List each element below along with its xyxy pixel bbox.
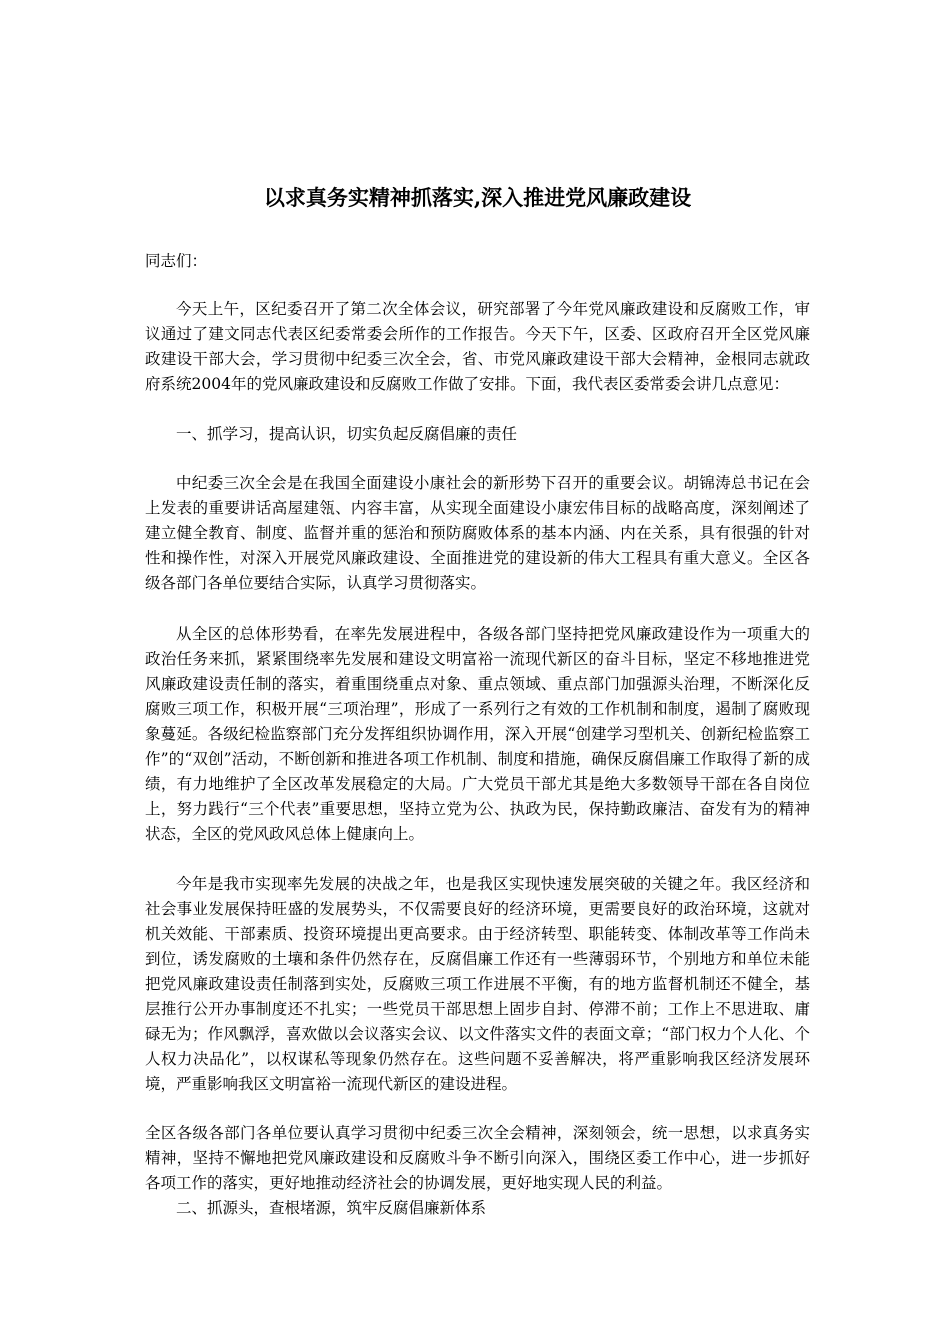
document-title: 以求真务实精神抓落实,深入推进党风廉政建设 xyxy=(263,185,692,210)
paragraph-requirements: 全区各级各部门各单位要认真学习贯彻中纪委三次全会精神，深刻领会，统一思想，以求真务实精神，坚持不懈地把党风廉政建设和反腐败斗争不断引向深入，围绕区委工作中心，进一步抓好各项工作的落实，更好地推动经济社会的协调发展，更好地实现人民的利益。 xyxy=(145,1124,810,1192)
section-heading-1: 一、抓学习，提高认识，切实负起反腐倡廉的责任 xyxy=(176,425,518,443)
paragraph-meeting: 中纪委三次全会是在我国全面建设小康社会的新形势下召开的重要会议。胡锦涛总书记在会上发表的重要讲话高屋建瓴、内容丰富，从实现全面建设小康宏伟目标的战略高度，深刻阐述了建立健全教育、制度、监督并重的惩治和预防腐败体系的基本内涵、内在关系，具有很强的针对性和操作性，对深入开展党风廉政建设、全面推进党的建设新的伟大工程具有重大意义。全区各级各部门各单位要结合实际，认真学习贯彻落实。 xyxy=(145,474,810,592)
salutation: 同志们： xyxy=(145,252,208,270)
paragraph-situation: 从全区的总体形势看，在率先发展进程中，各级各部门坚持把党风廉政建设作为一项重大的政治任务来抓，紧紧围绕率先发展和建设文明富裕一流现代新区的奋斗目标，坚定不移地推进党风廉政建设责任制的落实，着重围绕重点对象、重点领域、重点部门加强源头治理，不断深化反腐败三项工作，积极开展“三项治理”，形成了一系列行之有效的工作机制和制度，遏制了腐败现象蔓延。各级纪检监察部门充分发挥组织协调作用，深入开展“创建学习型机关、创新纪检监察工作”的“双创”活动，不断创新和推进各项工作机制、制度和措施，确保反腐倡廉工作取得了新的成绩，有力地维护了全区改革发展稳定的大局。广大党员干部尤其是绝大多数领导干部在各自岗位上，努力践行“三个代表”重要思想，坚持立党为公、执政为民，保持勤政廉洁、奋发有为的精神状态，全区的党风政风总体上健康向上。 xyxy=(145,625,810,843)
paragraph-intro: 今天上午，区纪委召开了第二次全体会议，研究部署了今年党风廉政建设和反腐败工作，审议通过了建文同志代表区纪委常委会所作的工作报告。今天下午，区委、区政府召开全区党风廉政建设干部大会，学习贯彻中纪委三次全会，省、市党风廉政建设干部大会精神，金根同志就政府系统2004年的党风廉政建设和反腐败工作做了安排。下面，我代表区委常委会讲几点意见： xyxy=(145,300,810,393)
section-heading-2: 二、抓源头，查根堵源，筑牢反腐倡廉新体系 xyxy=(176,1199,487,1217)
paragraph-challenges: 今年是我市实现率先发展的决战之年，也是我区实现快速发展突破的关键之年。我区经济和社会事业发展保持旺盛的发展势头，不仅需要良好的经济环境，更需要良好的政治环境，这就对机关效能、干部素质、投资环境提出更高要求。由于经济转型、职能转变、体制改革等工作尚未到位，诱发腐败的土壤和条件仍然存在，反腐倡廉工作还有一些薄弱环节，个别地方和单位未能把党风廉政建设责任制落到实处，反腐败三项工作进展不平衡，有的地方监督机制还不健全，基层推行公开办事制度还不扎实；一些党员干部思想上固步自封、停滞不前；工作上不思进取、庸碌无为；作风飘浮，喜欢做以会议落实会议、以文件落实文件的表面文章；“部门权力个人化、个人权力决品化”，以权谋私等现象仍然存在。这些问题不妥善解决，将严重影响我区经济发展环境，严重影响我区文明富裕一流现代新区的建设进程。 xyxy=(145,875,810,1093)
